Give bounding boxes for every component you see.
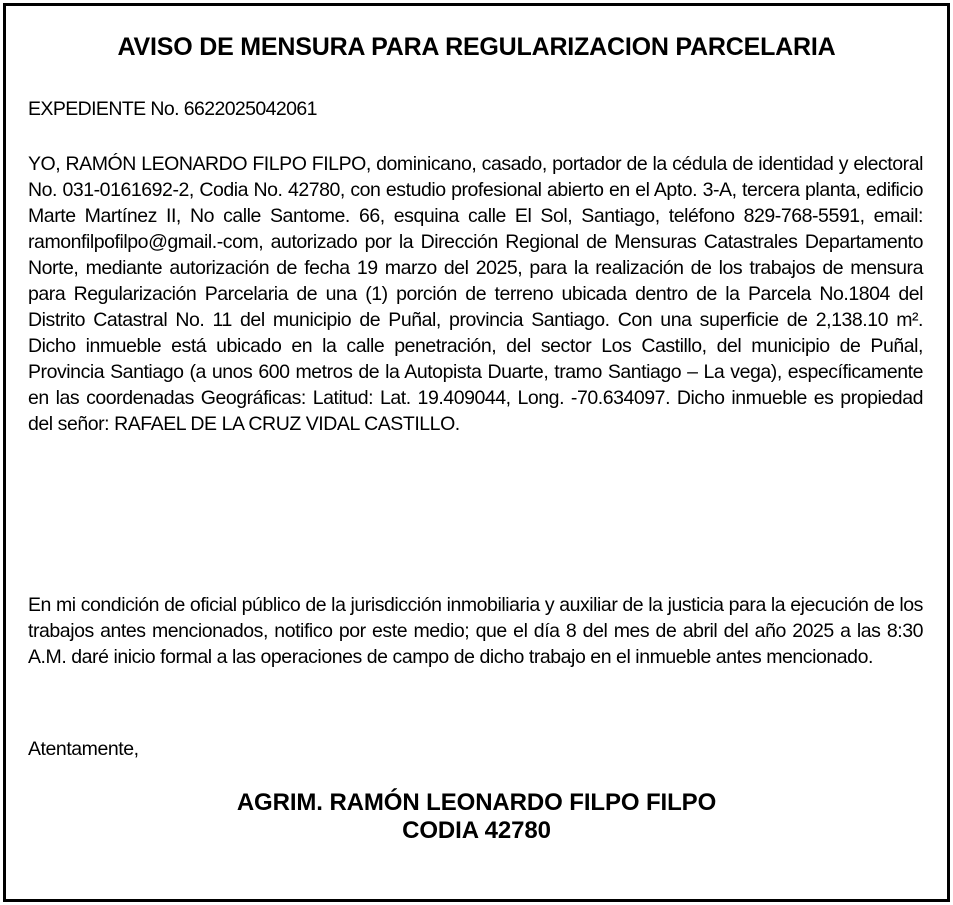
signature-codia: CODIA 42780 [402,817,551,844]
signature-name: AGRIM. RAMÓN LEONARDO FILPO FILPO [236,789,717,816]
notice-paragraph-2: En mi condición de oficial público de la jurisdicción inmobiliaria y auxiliar de la justicia para la ejecución de los trabajos antes mencionados, notifico por este medio; que el día 8 del mes de abril del año 2025 a las 8:30 A.M. daré inicio formal a las operaciones de campo de dicho trabajo en el inmueble antes mencionado. [28,594,923,668]
signature-block [6,789,947,845]
notice-title: AVISO DE MENSURA PARA REGULARIZACION PARCELARIA [117,33,836,61]
closing-salutation: Atentamente, [28,738,139,760]
expediente-number: EXPEDIENTE No. 6622025042061 [28,98,317,120]
legal-notice [3,3,950,902]
notice-paragraph-1: YO, RAMÓN LEONARDO FILPO FILPO, dominicano, casado, portador de la cédula de identidad y electoral No. 031-0161692-2, Codia No. 42780, con estudio profesional abierto en el Apto. 3-A, tercera planta, edificio Marte Martínez II, No calle Santome. 66, esquina calle El Sol, Santiago, teléfono 829-768-5591, email: ramonfilpofilpo@gmail.-com, autorizado por la Dirección Regional de Mensuras Catastrales Departamento Norte, mediante autorización de fecha 19 marzo del 2025, para la realización de los trabajos de mensura para Regularización Parcelaria de una (1) porción de terreno ubicada dentro de la Parcela No.1804 del Distrito Catastral No. 11 del municipio de Puñal, provincia Santiago. Con una superficie de 2,138.10 m². Dicho inmueble está ubicado en la calle penetración, del sector Los Castillo, del municipio de Puñal, Provincia Santiago (a unos 600 metros de la Autopista Duarte, tramo Santiago – La vega), específicamente en las coordenadas Geográficas: Latitud: Lat. 19.409044, Long. -70.634097. Dicho inmueble es propiedad del señor: RAFAEL DE LA CRUZ VIDAL CASTILLO. [28,153,923,435]
